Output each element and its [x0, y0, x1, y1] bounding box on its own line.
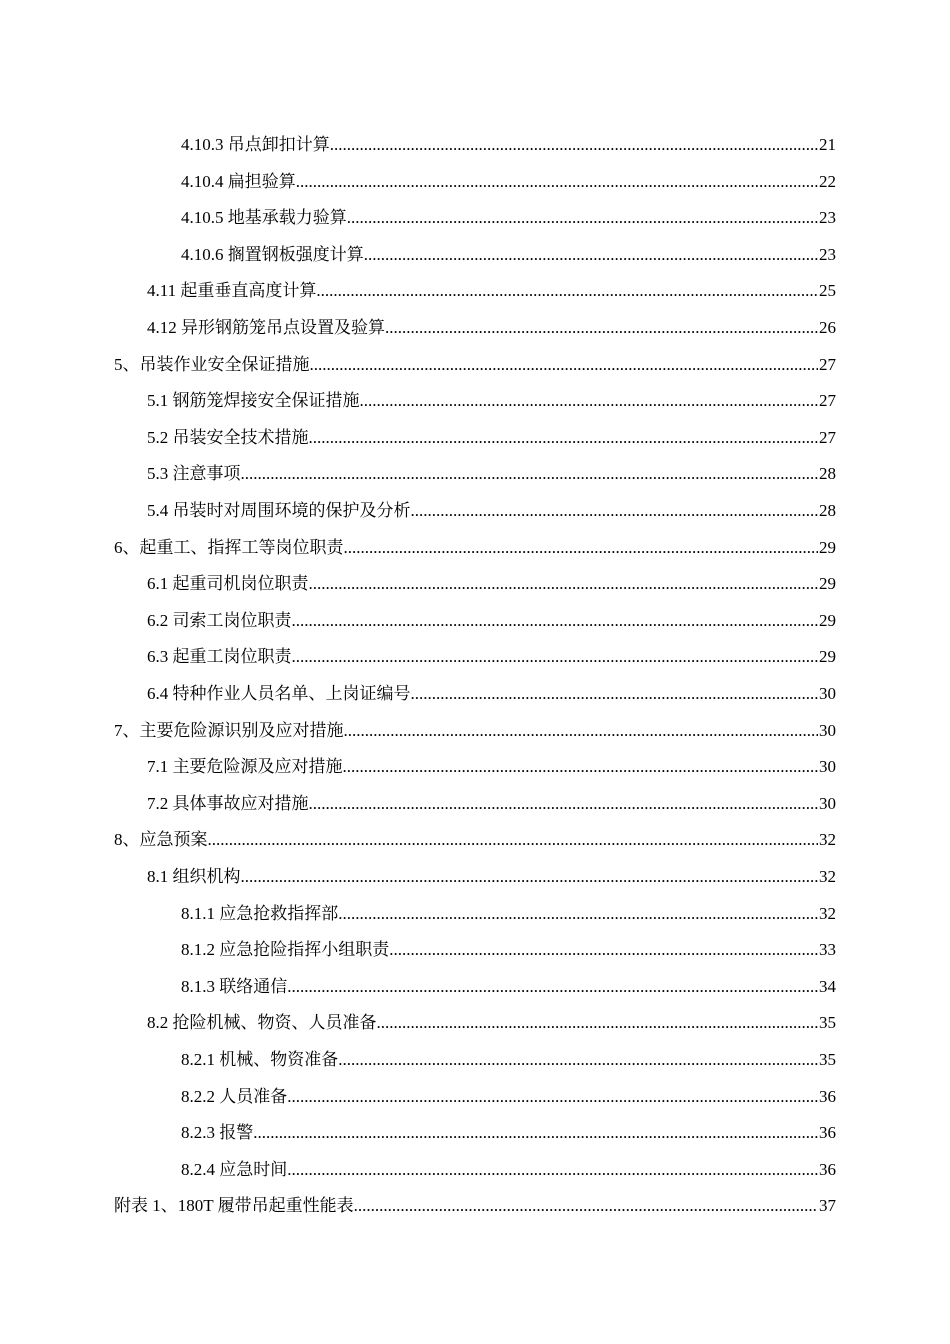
toc-leader-dots	[377, 1012, 819, 1034]
toc-entry-line	[147, 756, 836, 778]
toc-leader-dots	[347, 207, 818, 229]
toc-entry[interactable]	[0, 1108, 950, 1144]
toc-entry-line	[181, 903, 836, 925]
toc-entry[interactable]	[0, 669, 950, 705]
toc-entry-line	[181, 939, 836, 961]
toc-entry-title: 4.11 起重垂直高度计算	[147, 281, 317, 301]
toc-entry[interactable]	[0, 706, 950, 742]
toc-leader-dots	[344, 720, 819, 742]
toc-entry[interactable]	[0, 413, 950, 449]
toc-leader-dots	[338, 903, 818, 925]
toc-entry[interactable]	[0, 998, 950, 1034]
toc-leader-dots	[287, 1086, 818, 1108]
toc-entry-line	[147, 1012, 836, 1034]
toc-leader-dots	[338, 1049, 818, 1071]
toc-entry-page-number: 32	[819, 867, 836, 886]
toc-entry-line	[181, 1086, 836, 1108]
toc-entry-line	[181, 134, 836, 156]
toc-leader-dots	[343, 756, 819, 778]
toc-entry-title: 6.3 起重工岗位职责	[147, 647, 292, 667]
toc-entry[interactable]	[0, 1181, 950, 1217]
toc-entry-line	[147, 427, 836, 449]
toc-entry-page-number: 28	[819, 501, 836, 520]
toc-entry-line	[181, 1049, 836, 1071]
toc-entry[interactable]	[0, 376, 950, 412]
toc-entry[interactable]	[0, 1145, 950, 1181]
toc-entry-page-number: 32	[819, 830, 836, 850]
toc-leader-dots	[208, 829, 819, 851]
toc-leader-dots	[287, 1159, 818, 1181]
toc-entry-page-number: 27	[819, 427, 836, 447]
toc-entry-line	[114, 354, 836, 376]
toc-entry-title: 8、应急预案	[114, 830, 208, 850]
toc-leader-dots	[253, 1122, 818, 1144]
toc-entry[interactable]	[0, 523, 950, 559]
toc-entry-title: 4.10.4 扁担验算	[181, 171, 296, 191]
toc-entry-page-number: 30	[819, 720, 836, 740]
toc-entry-title: 6、起重工、指挥工等岗位职责	[114, 537, 344, 557]
toc-entry[interactable]	[0, 340, 950, 376]
toc-entry[interactable]	[0, 852, 950, 888]
toc-leader-dots	[309, 573, 819, 595]
toc-entry-page-number: 34	[819, 976, 836, 996]
toc-entry-line	[181, 207, 836, 229]
toc-entry[interactable]	[0, 632, 950, 668]
toc-leader-dots	[364, 244, 818, 266]
toc-entry-title: 4.10.3 吊点卸扣计算	[181, 135, 330, 154]
toc-entry-title: 4.10.6 搁置钢板强度计算	[181, 244, 364, 264]
toc-entry-title: 7.2 具体事故应对措施	[147, 793, 309, 813]
toc-entry-page-number: 32	[819, 903, 836, 923]
toc-entry[interactable]	[0, 193, 950, 229]
toc-entry[interactable]	[0, 157, 950, 193]
toc-entry-title: 4.10.5 地基承载力验算	[181, 208, 347, 228]
toc-entry-page-number: 25	[819, 281, 836, 301]
toc-entry-page-number: 36	[819, 1159, 836, 1179]
toc-entry-line	[114, 829, 836, 851]
toc-entry[interactable]	[0, 266, 950, 302]
toc-entry-title: 6.4 特种作业人员名单、上岗证编号	[147, 684, 411, 703]
toc-entry-line	[147, 866, 836, 888]
toc-leader-dots	[385, 317, 818, 339]
toc-entry[interactable]	[0, 486, 950, 522]
toc-entry[interactable]	[0, 962, 950, 998]
toc-entry-title: 8.2.2 人员准备	[181, 1086, 288, 1106]
toc-entry-title: 7、主要危险源识别及应对措施	[114, 720, 344, 740]
toc-entry-page-number: 28	[819, 464, 836, 484]
toc-entry-line	[114, 720, 836, 742]
toc-entry[interactable]	[0, 230, 950, 266]
toc-entry-line	[181, 171, 836, 193]
toc-leader-dots	[344, 537, 819, 559]
toc-entry-title: 4.12 异形钢筋笼吊点设置及验算	[147, 318, 385, 337]
toc-entry-title: 5.3 注意事项	[147, 464, 241, 484]
toc-leader-dots	[411, 683, 819, 705]
toc-entry-title: 8.1.2 应急抢险指挥小组职责	[181, 940, 390, 960]
toc-entry-page-number: 23	[819, 208, 836, 228]
toc-entry-line	[181, 976, 836, 998]
toc-entry-page-number: 22	[819, 171, 836, 191]
toc-entry-title: 8.1.1 应急抢救指挥部	[181, 903, 339, 923]
toc-entry-line	[114, 537, 836, 559]
toc-entry-title: 5.4 吊装时对周围环境的保护及分析	[147, 501, 411, 520]
toc-leader-dots	[389, 939, 818, 961]
toc-entry-title: 8.2.3 报警	[181, 1123, 254, 1143]
toc-entry-title: 8.2 抢险机械、物资、人员准备	[147, 1013, 377, 1033]
toc-leader-dots	[292, 610, 819, 632]
toc-entry-line	[181, 1122, 836, 1144]
toc-entry-line	[181, 1159, 836, 1181]
toc-entry[interactable]	[0, 559, 950, 595]
toc-entry[interactable]	[0, 889, 950, 925]
toc-entry[interactable]	[0, 120, 950, 156]
toc-entry-line	[147, 573, 836, 595]
toc-entry-title: 7.1 主要危险源及应对措施	[147, 757, 343, 777]
toc-leader-dots	[241, 463, 819, 485]
toc-leader-dots	[296, 171, 818, 193]
toc-entry-line	[147, 500, 836, 522]
toc-entry-line	[147, 317, 836, 339]
toc-entry-page-number: 27	[819, 391, 836, 411]
toc-entry[interactable]	[0, 815, 950, 851]
toc-entry-title: 6.2 司索工岗位职责	[147, 610, 292, 630]
toc-entry-title: 8.2.1 机械、物资准备	[181, 1050, 339, 1069]
toc-leader-dots	[354, 1195, 818, 1217]
toc-entry-page-number: 26	[819, 318, 836, 337]
toc-entry-line	[147, 793, 836, 815]
toc-leader-dots	[310, 354, 819, 376]
toc-leader-dots	[316, 280, 818, 302]
toc-entry[interactable]	[0, 303, 950, 339]
toc-entry-title: 8.1.3 联络通信	[181, 976, 288, 996]
toc-leader-dots	[309, 427, 819, 449]
toc-entry-title: 5.2 吊装安全技术措施	[147, 427, 309, 447]
toc-entry-page-number: 21	[819, 135, 836, 154]
toc-entry-page-number: 35	[819, 1013, 836, 1033]
toc-entry-line	[147, 280, 836, 302]
toc-entry-page-number: 35	[819, 1050, 836, 1069]
toc-leader-dots	[292, 646, 819, 668]
toc-entry-title: 附表 1、180T 履带吊起重性能表	[114, 1196, 354, 1216]
toc-entry-title: 6.1 起重司机岗位职责	[147, 574, 309, 594]
toc-entry[interactable]	[0, 779, 950, 815]
toc-entry-page-number: 29	[819, 610, 836, 630]
toc-entry-line	[114, 1195, 836, 1217]
toc-entry-line	[147, 390, 836, 412]
toc-entry-title: 5.1 钢筋笼焊接安全保证措施	[147, 391, 360, 411]
toc-leader-dots	[287, 976, 818, 998]
toc-entry[interactable]	[0, 742, 950, 778]
toc-leader-dots	[360, 390, 819, 412]
toc-entry-page-number: 23	[819, 244, 836, 264]
toc-entry-page-number: 37	[819, 1196, 836, 1216]
toc-entry-title: 8.1 组织机构	[147, 867, 241, 886]
toc-entry[interactable]	[0, 1035, 950, 1071]
toc-entry-page-number: 36	[819, 1123, 836, 1143]
toc-entry-line	[147, 646, 836, 668]
toc-leader-dots	[241, 866, 819, 888]
toc-entry-line	[147, 463, 836, 485]
toc-entry-page-number: 30	[819, 757, 836, 777]
toc-entry-title: 5、吊装作业安全保证措施	[114, 354, 310, 374]
toc-entry-title: 8.2.4 应急时间	[181, 1159, 288, 1179]
toc-entry-page-number: 36	[819, 1086, 836, 1106]
toc-leader-dots	[309, 793, 819, 815]
toc-entry[interactable]	[0, 1072, 950, 1108]
toc-entry-line	[181, 244, 836, 266]
toc-entry-line	[147, 683, 836, 705]
toc-entry[interactable]	[0, 449, 950, 485]
toc-entry-page-number: 29	[819, 537, 836, 557]
toc-leader-dots	[330, 134, 818, 156]
toc-entry-page-number: 29	[819, 647, 836, 667]
toc-leader-dots	[411, 500, 819, 522]
toc-entry-page-number: 27	[819, 354, 836, 374]
toc-entry-page-number: 30	[819, 793, 836, 813]
toc-entry-page-number: 30	[819, 684, 836, 703]
toc-entry[interactable]	[0, 596, 950, 632]
toc-entry-page-number: 29	[819, 574, 836, 594]
toc-entry-line	[147, 610, 836, 632]
toc-entry-page-number: 33	[819, 940, 836, 960]
toc-entry[interactable]	[0, 925, 950, 961]
